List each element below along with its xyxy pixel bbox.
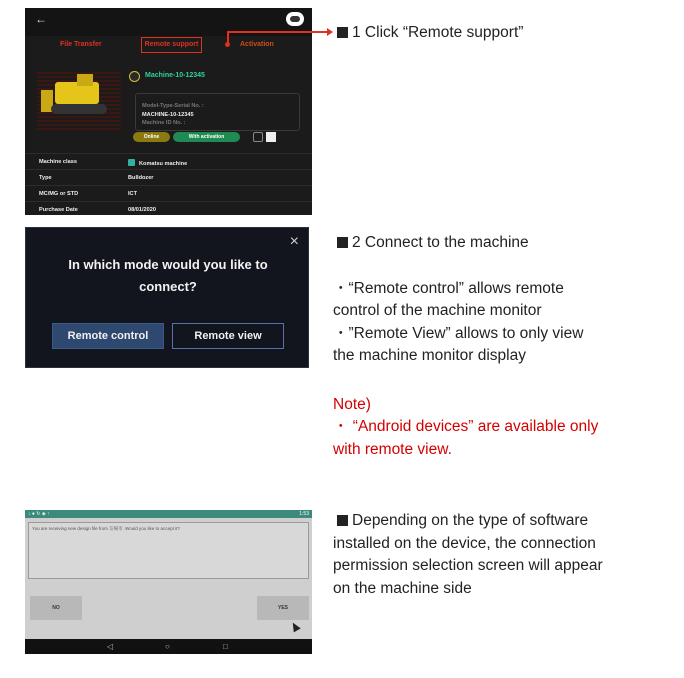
- tab-activation[interactable]: Activation: [240, 41, 274, 48]
- spec-row: [25, 201, 312, 215]
- step3-line: permission selection screen will appear: [333, 557, 603, 574]
- spec-value: ICT: [128, 191, 138, 197]
- square-bullet-icon: [337, 27, 348, 38]
- step3-line: [337, 510, 588, 532]
- step1-text: [337, 22, 523, 44]
- connector-segment-vertical: [227, 31, 229, 44]
- android-nav-bar: [25, 639, 312, 654]
- cursor-icon: [289, 621, 300, 633]
- message-box: [28, 522, 309, 579]
- step3-line: installed on the device, the connection: [333, 535, 596, 552]
- yes-button[interactable]: YES: [257, 596, 309, 620]
- tab-file-transfer[interactable]: File Transfer: [60, 41, 102, 48]
- close-icon[interactable]: ×: [289, 233, 299, 250]
- question-line: connect?: [139, 279, 197, 294]
- machine-name: Machine-10-12345: [145, 72, 205, 79]
- arrow-head-icon: [327, 28, 333, 36]
- recents-square-icon[interactable]: □: [223, 642, 228, 651]
- remote-control-button[interactable]: Remote control: [52, 323, 164, 349]
- step1-label: 1 Click “Remote support”: [352, 24, 524, 41]
- note-line: ・ “Android devices” are available only: [333, 418, 599, 435]
- step2-line: control of the machine monitor: [333, 302, 542, 319]
- question-line: In which mode would you like to: [68, 257, 268, 272]
- machine-permission-screen: [25, 510, 312, 654]
- step2-line: ・”Remote View” allows to only view: [333, 325, 584, 342]
- square-bullet-icon: [337, 237, 348, 248]
- back-triangle-icon[interactable]: ◁: [107, 642, 114, 651]
- machine-detail-screen: [25, 8, 312, 215]
- bulldozer-image: [37, 72, 121, 130]
- online-badge: Online: [133, 132, 170, 142]
- spec-row: [25, 185, 312, 201]
- tab-remote-support[interactable]: Remote support: [141, 37, 202, 53]
- step3-line: on the machine side: [333, 580, 472, 597]
- status-time: 1:53: [299, 511, 309, 517]
- connect-mode-dialog: [25, 227, 309, 368]
- spec-row: [25, 153, 312, 169]
- note-line: with remote view.: [333, 441, 452, 458]
- step2-label: 2 Connect to the machine: [352, 234, 529, 251]
- spec-value: [128, 159, 187, 167]
- spec-key: MC/MG or STD: [39, 191, 79, 197]
- spec-key: Type: [39, 175, 52, 181]
- step3-label: Depending on the type of software: [352, 512, 589, 529]
- note-title: Note): [333, 396, 371, 413]
- square-bullet-icon: [337, 515, 348, 526]
- connector-segment: [228, 31, 313, 33]
- spec-key: Machine class: [39, 159, 77, 165]
- back-arrow-icon[interactable]: ←: [35, 12, 47, 26]
- model-serial-label: Model-Type-Serial No. :: [142, 103, 204, 109]
- app-logo-icon: [286, 12, 304, 26]
- machine-id-label: Machine ID No. :: [142, 120, 186, 126]
- spec-value: 08/01/2020: [128, 207, 156, 213]
- status-icons: ↓ ● ↻ ◈ ↑: [28, 511, 50, 517]
- dialog-question: [26, 254, 310, 298]
- machine-status-icon: [129, 71, 140, 82]
- spec-value: Bulldozer: [128, 175, 154, 181]
- activation-badge: With activation: [173, 132, 240, 142]
- remote-view-button[interactable]: Remote view: [172, 323, 284, 349]
- home-circle-icon[interactable]: ○: [165, 642, 170, 651]
- permission-message: You are receiving new design file from 友場市. Would you like to accept it?: [32, 526, 180, 531]
- spec-value-text: Komatsu machine: [139, 161, 188, 167]
- check-icon: [128, 159, 135, 166]
- model-serial-value: MACHINE-10-12345: [142, 112, 194, 118]
- no-button[interactable]: NO: [30, 596, 82, 620]
- spec-key: Purchase Date: [39, 207, 78, 213]
- settings-icon[interactable]: [253, 132, 263, 142]
- spec-row: [25, 169, 312, 185]
- step2-title: [337, 232, 529, 254]
- status-bar: [25, 510, 312, 518]
- step2-line: the machine monitor display: [333, 347, 526, 364]
- document-icon[interactable]: [266, 132, 276, 142]
- step2-line: ・“Remote control” allows remote: [333, 280, 564, 297]
